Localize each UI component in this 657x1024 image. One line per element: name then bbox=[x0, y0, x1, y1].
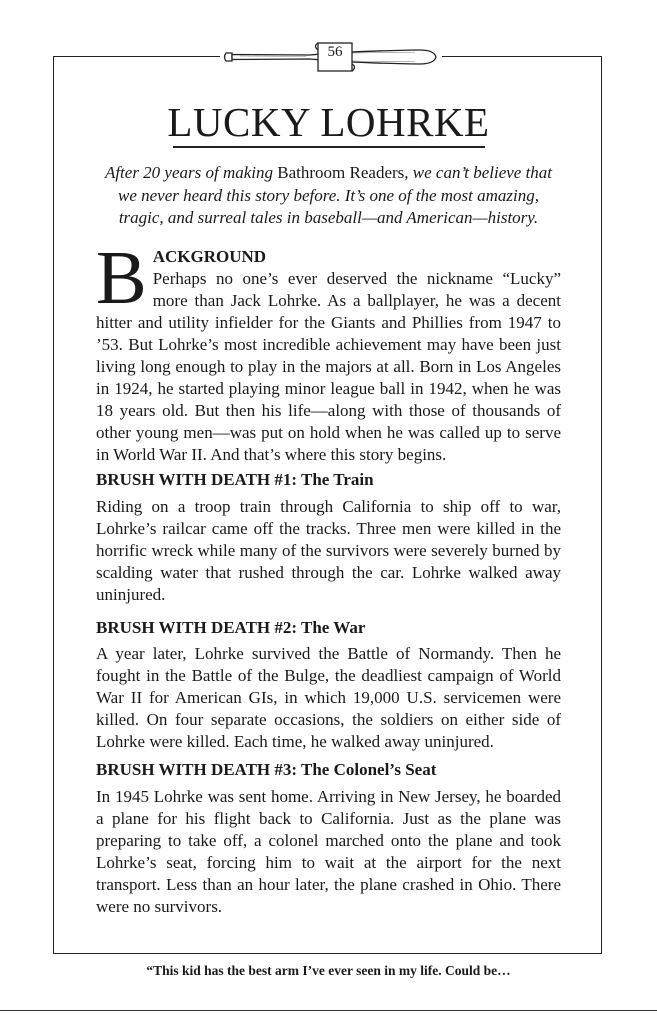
section-heading-2: BRUSH WITH DEATH #2: The War bbox=[96, 618, 366, 637]
background-text: Perhaps no one’s ever deserved the nickname “Lucky” more than Jack Lohrke. As a ballplayer, he was a decent hitter and utility infielder for the Giants and Phillies from 1947 to ’53. But Lohrke’s most incredible achievement may have been just living long enough to play in the majors at all. Born in Los Angeles in 1924, he started playing minor league ball in 1942, when he was 18 years old. But then his life—along with those of thousands of other young men—was put on hold when he was called up to serve in World War II. And that’s where this story begins. bbox=[96, 269, 561, 464]
section-text-2: A year later, Lohrke survived the Battle of Normandy. Then he fought in the Battle of the Bulge, the deadliest campaign of World War II for American GIs, in which 19,000 U.S. servicemen were killed. On four separate occasions, the soldiers on either side of Lohrke were killed. Each time, he walked away uninjured. bbox=[96, 644, 561, 751]
page-title: LUCKY LOHRKE bbox=[167, 99, 490, 145]
section-text-1: Riding on a troop train through California to ship off to war, Lohrke’s railcar came off the tracks. Three men were killed in the horrific wreck while many of the survivors were severely burned by scalding water that rushed through the car. Lohrke walked away uninjured. bbox=[96, 497, 561, 604]
section-text-3: In 1945 Lohrke was sent home. Arriving in New Jersey, he boarded a plane for his flight back to California. Just as the plane was preparing to take off, a colonel marched onto the plane and took Lohrke’s seat, forcing him to wait at the airport for the next transport. Less than an hour later, the plane crashed in Ohio. There were no survivors. bbox=[96, 787, 561, 916]
drop-cap: B bbox=[96, 236, 147, 320]
bottom-rule bbox=[0, 1010, 657, 1011]
section-heading-3: BRUSH WITH DEATH #3: The Colonel’s Seat bbox=[96, 760, 437, 779]
intro-text-start: After 20 years of making bbox=[104, 163, 278, 182]
intro-paragraph bbox=[96, 162, 561, 230]
footer-teaser: “This kid has the best arm I’ve ever seen in my life. Could be… bbox=[146, 963, 511, 978]
background-section bbox=[96, 236, 561, 466]
background-heading: ACKGROUND bbox=[152, 247, 267, 266]
section-heading-1: BRUSH WITH DEATH #1: The Train bbox=[96, 470, 374, 489]
page-number: 56 bbox=[327, 44, 343, 60]
title-underline bbox=[173, 146, 485, 148]
intro-book-title: Bathroom Readers bbox=[277, 163, 405, 182]
intro-text-end: , we can’t believe that we never heard this story before. It’s one of the most amazing, tragic, and surreal tales in baseball—and American—history. bbox=[117, 163, 553, 227]
